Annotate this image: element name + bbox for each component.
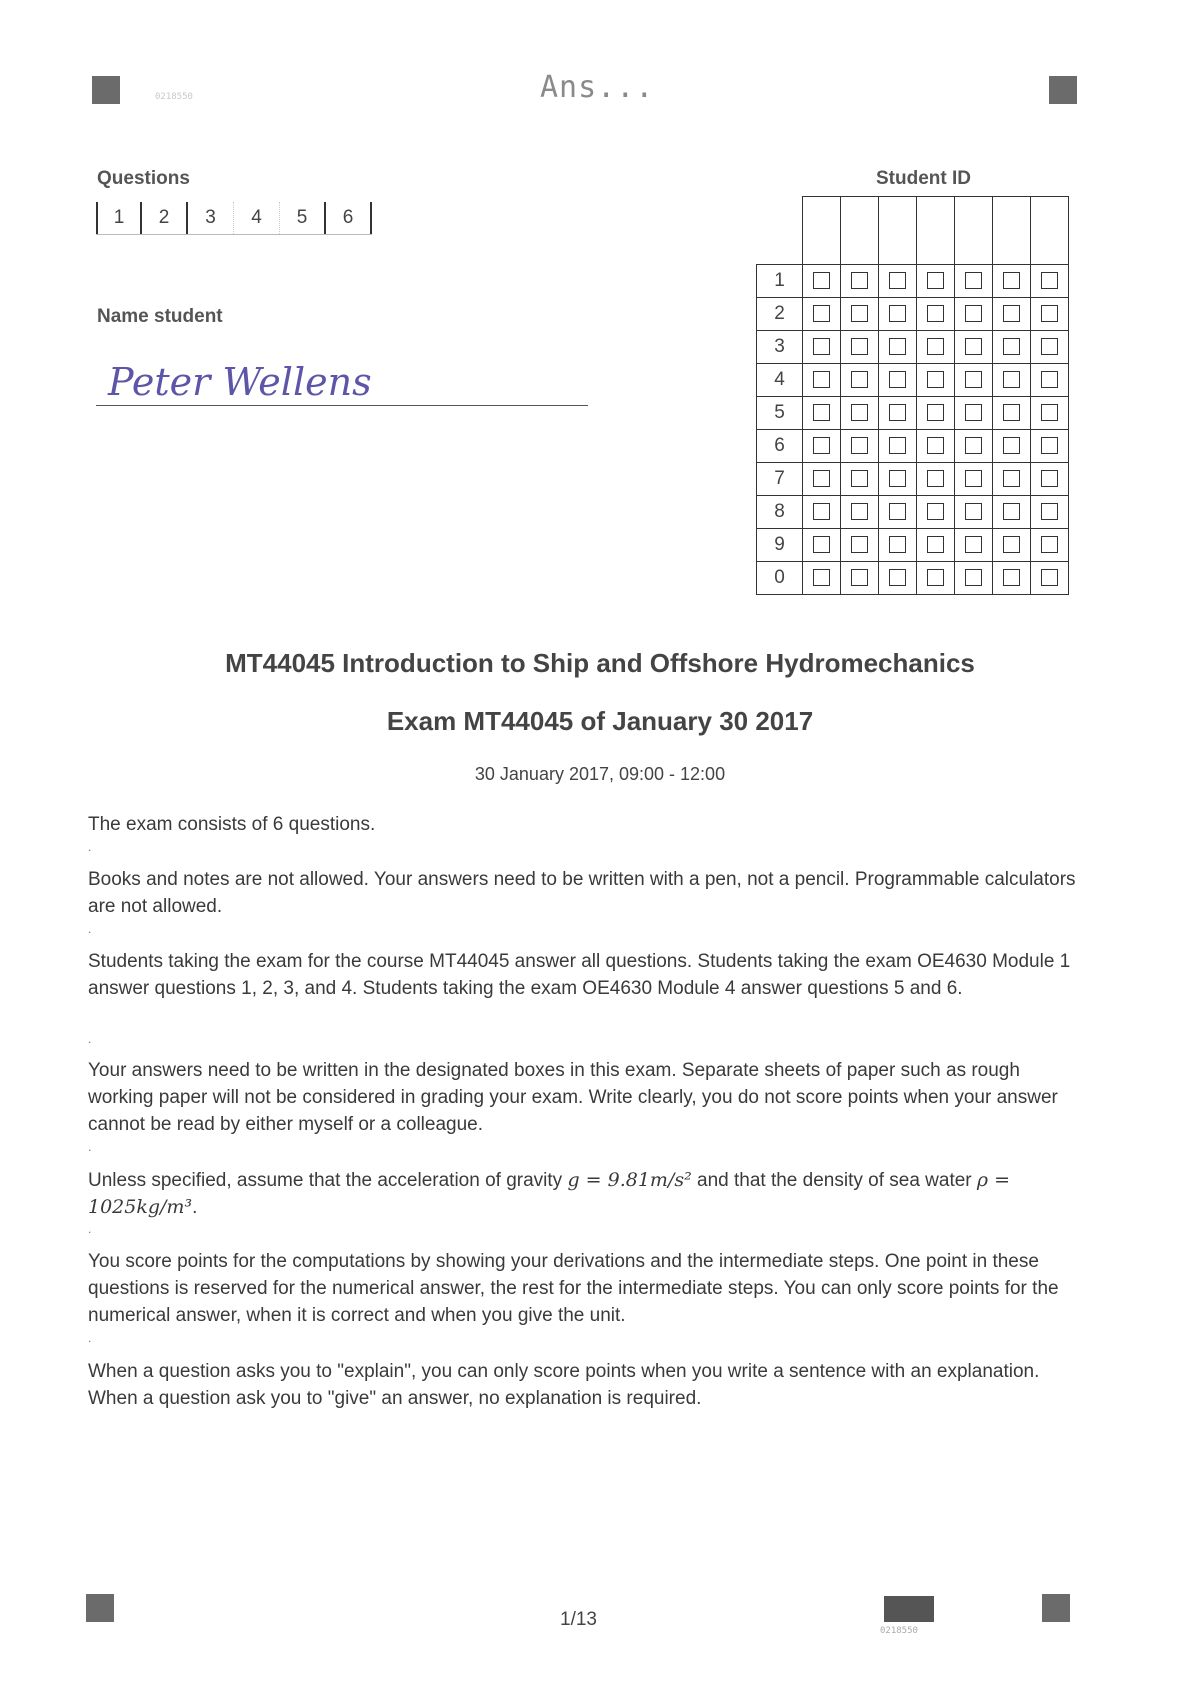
id-checkbox[interactable] bbox=[1003, 437, 1020, 454]
id-checkbox[interactable] bbox=[851, 470, 868, 487]
corner-marker-top-left bbox=[92, 76, 120, 104]
id-checkbox[interactable] bbox=[1003, 569, 1020, 586]
id-checkbox[interactable] bbox=[813, 305, 830, 322]
gravity-text-b: and that the density of sea water bbox=[697, 1170, 972, 1191]
id-checkbox[interactable] bbox=[813, 404, 830, 421]
footer-logo-code: 0218550 bbox=[880, 1626, 918, 1636]
instruction-paragraph: Students taking the exam for the course MT44045 answer all questions. Students taking the exam OE4630 Module 1 answer questions 1, 2, 3, and 4. Students taking the exam OE4630 Module 4 answer questions 5 and 6. bbox=[88, 951, 1071, 999]
id-checkbox[interactable] bbox=[889, 536, 906, 553]
id-checkbox[interactable] bbox=[889, 371, 906, 388]
student-id-row-label: 9 bbox=[757, 529, 803, 562]
id-checkbox[interactable] bbox=[927, 437, 944, 454]
id-checkbox[interactable] bbox=[965, 338, 982, 355]
id-checkbox[interactable] bbox=[851, 305, 868, 322]
id-checkbox[interactable] bbox=[927, 371, 944, 388]
id-checkbox[interactable] bbox=[1041, 536, 1058, 553]
id-checkbox[interactable] bbox=[927, 470, 944, 487]
question-number: 2 bbox=[142, 202, 188, 234]
id-checkbox[interactable] bbox=[1041, 404, 1058, 421]
id-checkbox[interactable] bbox=[1041, 437, 1058, 454]
id-checkbox[interactable] bbox=[965, 437, 982, 454]
id-checkbox[interactable] bbox=[889, 404, 906, 421]
page-number: 1/13 bbox=[560, 1609, 597, 1630]
exam-date-time: 30 January 2017, 09:00 - 12:00 bbox=[474, 764, 726, 784]
id-checkbox[interactable] bbox=[813, 470, 830, 487]
id-checkbox[interactable] bbox=[889, 569, 906, 586]
exam-title: Exam MT44045 of January 30 2017 bbox=[386, 706, 814, 736]
id-checkbox[interactable] bbox=[813, 437, 830, 454]
id-checkbox[interactable] bbox=[927, 404, 944, 421]
id-checkbox[interactable] bbox=[889, 272, 906, 289]
id-checkbox[interactable] bbox=[1003, 371, 1020, 388]
instruction-paragraph: Your answers need to be written in the designated boxes in this exam. Separate sheets of paper such as rough working paper will not be considered in grading your exam. Write clearly, you do not score points when your answer cannot be read by either myself or a colleague. bbox=[88, 1060, 1058, 1135]
student-id-row-label: 6 bbox=[757, 430, 803, 463]
instruction-paragraph-gravity bbox=[88, 1167, 1088, 1221]
id-checkbox[interactable] bbox=[965, 305, 982, 322]
student-id-grid bbox=[756, 196, 1069, 595]
corner-marker-top-right bbox=[1049, 76, 1077, 104]
id-checkbox[interactable] bbox=[851, 404, 868, 421]
question-number: 5 bbox=[280, 202, 326, 234]
id-checkbox[interactable] bbox=[1041, 470, 1058, 487]
id-checkbox[interactable] bbox=[965, 371, 982, 388]
id-checkbox[interactable] bbox=[965, 404, 982, 421]
id-checkbox[interactable] bbox=[965, 569, 982, 586]
id-checkbox[interactable] bbox=[965, 503, 982, 520]
header-title: Ans... bbox=[540, 70, 655, 105]
id-checkbox[interactable] bbox=[851, 569, 868, 586]
id-checkbox[interactable] bbox=[889, 338, 906, 355]
student-id-row-label: 4 bbox=[757, 364, 803, 397]
id-checkbox[interactable] bbox=[851, 536, 868, 553]
question-number: 4 bbox=[234, 202, 280, 234]
student-id-label: Student ID bbox=[876, 168, 971, 189]
question-number: 6 bbox=[326, 202, 372, 234]
id-checkbox[interactable] bbox=[813, 371, 830, 388]
header-barcode-text: 0218550 bbox=[155, 92, 193, 102]
name-student-value: Peter Wellens bbox=[108, 360, 372, 404]
id-checkbox[interactable] bbox=[965, 470, 982, 487]
gravity-text-a: Unless specified, assume that the acceleration of gravity bbox=[88, 1170, 563, 1191]
id-checkbox[interactable] bbox=[813, 569, 830, 586]
name-student-line bbox=[96, 404, 588, 406]
course-title: MT44045 Introduction to Ship and Offshore Hydromechanics bbox=[225, 648, 975, 678]
id-checkbox[interactable] bbox=[1003, 503, 1020, 520]
questions-label: Questions bbox=[97, 168, 190, 189]
id-checkbox[interactable] bbox=[851, 371, 868, 388]
gravity-formula: g = 9.81m/s² bbox=[567, 1169, 692, 1191]
id-checkbox[interactable] bbox=[1041, 272, 1058, 289]
id-checkbox[interactable] bbox=[889, 470, 906, 487]
question-number: 3 bbox=[188, 202, 234, 234]
instruction-paragraph: When a question asks you to "explain", you can only score points when you write a sentence with an explanation. When a question ask you to "give" an answer, no explanation is required. bbox=[88, 1361, 1040, 1409]
id-checkbox[interactable] bbox=[1003, 338, 1020, 355]
name-student-label: Name student bbox=[97, 306, 223, 327]
id-checkbox[interactable] bbox=[813, 272, 830, 289]
questions-box bbox=[96, 202, 372, 235]
student-id-row-label: 2 bbox=[757, 298, 803, 331]
id-checkbox[interactable] bbox=[1003, 536, 1020, 553]
footer-logo bbox=[884, 1596, 934, 1622]
id-checkbox[interactable] bbox=[1041, 305, 1058, 322]
id-checkbox[interactable] bbox=[889, 437, 906, 454]
id-checkbox[interactable] bbox=[1041, 371, 1058, 388]
density-formula: ρ = 1025kg/m³ bbox=[88, 1169, 1011, 1218]
id-checkbox[interactable] bbox=[927, 536, 944, 553]
id-checkbox[interactable] bbox=[927, 503, 944, 520]
id-checkbox[interactable] bbox=[1003, 470, 1020, 487]
id-checkbox[interactable] bbox=[927, 272, 944, 289]
instruction-paragraph: The exam consists of 6 questions. bbox=[88, 814, 376, 835]
id-checkbox[interactable] bbox=[813, 338, 830, 355]
id-checkbox[interactable] bbox=[851, 272, 868, 289]
instruction-paragraph: You score points for the computations by showing your derivations and the intermediate steps. One point in these questions is reserved for the numerical answer, the rest for the intermediate steps. You can only score points for the numerical answer, when it is correct and when you give the unit. bbox=[88, 1251, 1059, 1326]
id-checkbox[interactable] bbox=[927, 305, 944, 322]
student-id-row-label: 7 bbox=[757, 463, 803, 496]
paragraph-separator: . bbox=[88, 1331, 92, 1345]
id-checkbox[interactable] bbox=[889, 305, 906, 322]
paragraph-separator: . bbox=[88, 922, 92, 936]
student-id-row-label: 8 bbox=[757, 496, 803, 529]
corner-marker-bottom-right bbox=[1042, 1594, 1070, 1622]
id-checkbox[interactable] bbox=[851, 338, 868, 355]
id-checkbox[interactable] bbox=[851, 437, 868, 454]
id-checkbox[interactable] bbox=[1003, 404, 1020, 421]
paragraph-separator: . bbox=[88, 1140, 92, 1154]
id-checkbox[interactable] bbox=[813, 536, 830, 553]
student-id-row-label: 1 bbox=[757, 265, 803, 298]
student-id-row-label: 3 bbox=[757, 331, 803, 364]
id-checkbox[interactable] bbox=[1003, 305, 1020, 322]
id-checkbox[interactable] bbox=[1041, 569, 1058, 586]
student-id-row-label: 5 bbox=[757, 397, 803, 430]
id-checkbox[interactable] bbox=[1003, 272, 1020, 289]
id-checkbox[interactable] bbox=[851, 503, 868, 520]
id-checkbox[interactable] bbox=[927, 569, 944, 586]
id-checkbox[interactable] bbox=[965, 536, 982, 553]
paragraph-separator: . bbox=[88, 840, 92, 854]
paragraph-separator: . bbox=[88, 1032, 92, 1046]
id-checkbox[interactable] bbox=[965, 272, 982, 289]
id-checkbox[interactable] bbox=[927, 338, 944, 355]
id-checkbox[interactable] bbox=[813, 503, 830, 520]
paragraph-separator: . bbox=[88, 1222, 92, 1236]
corner-marker-bottom-left bbox=[86, 1594, 114, 1622]
gravity-text-end: . bbox=[192, 1197, 198, 1218]
instruction-paragraph: Books and notes are not allowed. Your answers need to be written with a pen, not a pencil. Programmable calculators are not allowed. bbox=[88, 869, 1076, 917]
id-checkbox[interactable] bbox=[1041, 503, 1058, 520]
id-checkbox[interactable] bbox=[889, 503, 906, 520]
question-number: 1 bbox=[96, 202, 142, 234]
id-checkbox[interactable] bbox=[1041, 338, 1058, 355]
student-id-row-label: 0 bbox=[757, 562, 803, 595]
